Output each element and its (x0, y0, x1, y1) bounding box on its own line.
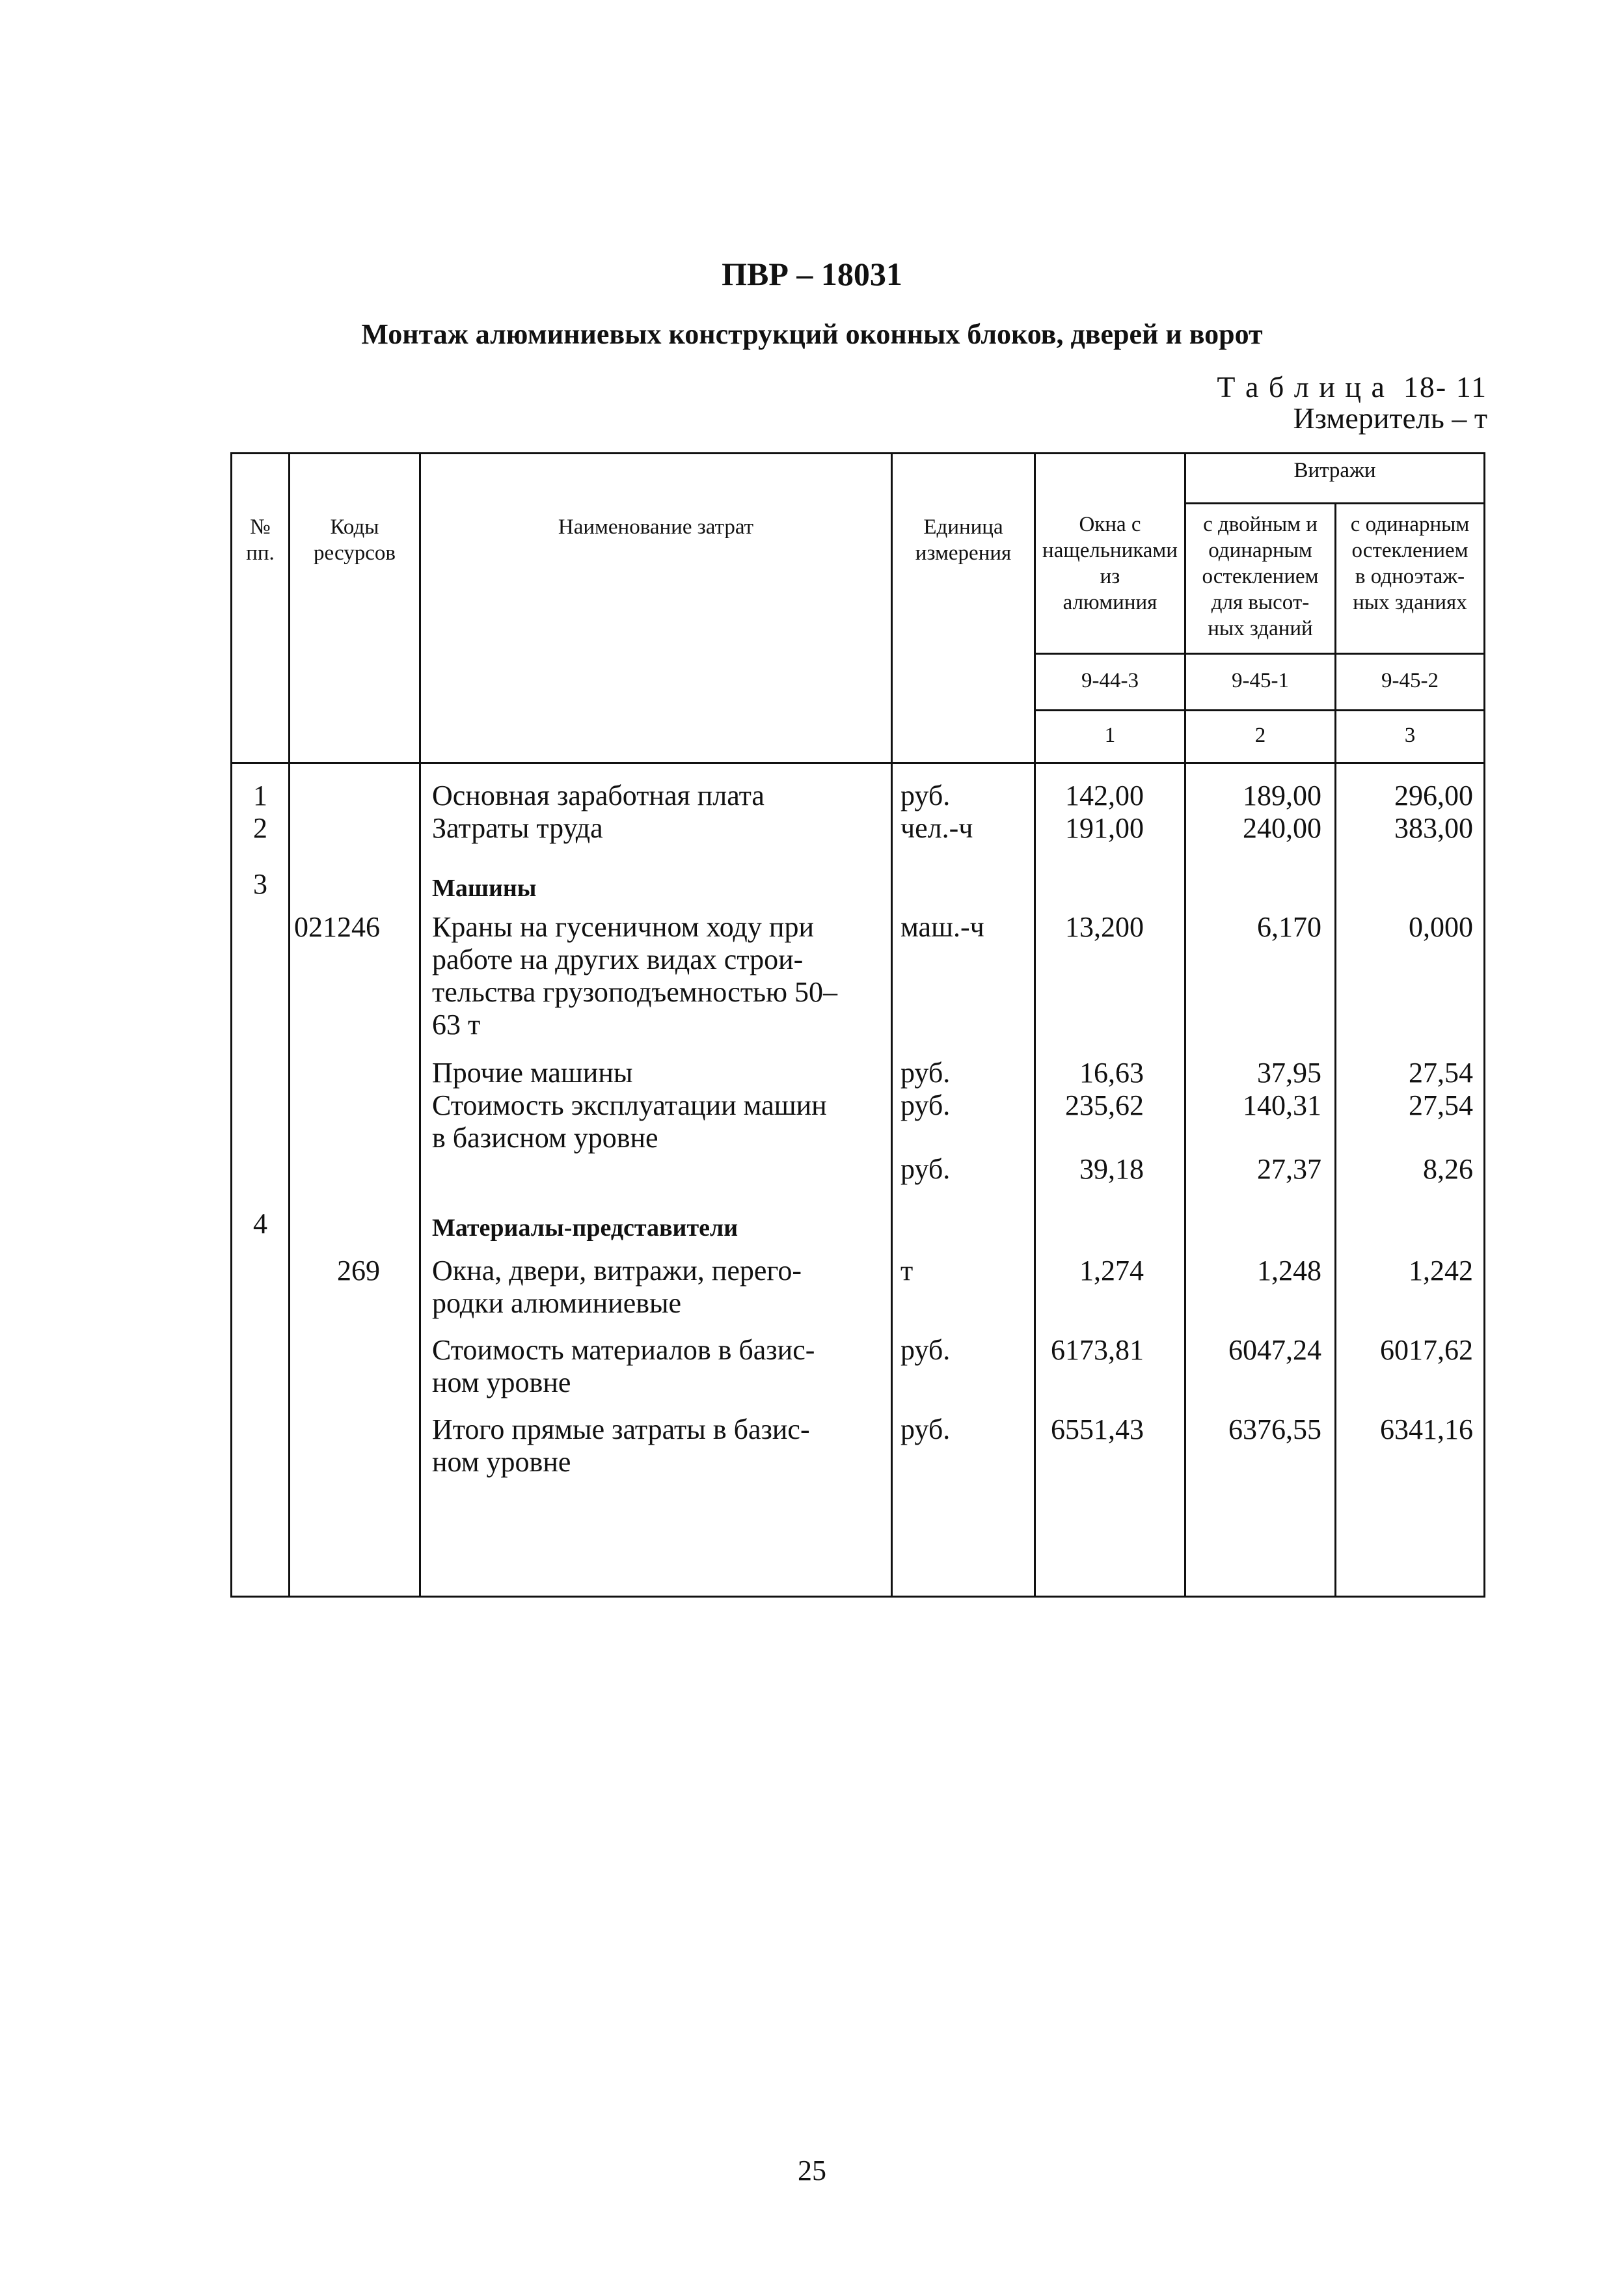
row-cell-v2: 6,170 (1257, 911, 1321, 943)
row-cell-v2: 240,00 (1243, 812, 1321, 844)
row-cell-v1: 235,62 (1065, 1089, 1144, 1121)
page-number: 25 (798, 2155, 826, 2186)
header-col-2: с двойным и одинарным остеклением для высот- ных зданий (1202, 513, 1319, 640)
header-code-3: 9-45-2 (1381, 669, 1439, 692)
header-colnum-3: 3 (1404, 724, 1416, 747)
row-cell-v3: 383,00 (1394, 812, 1473, 844)
row-cell-code: 269 (337, 1255, 380, 1287)
document-title: Монтаж алюминиевых конструкций оконных блоков, дверей и ворот (361, 318, 1263, 350)
row-cell-v3: 0,000 (1409, 911, 1473, 943)
row-cell-v2: 140,31 (1243, 1089, 1321, 1121)
row-cell-name: Стоимость эксплуатации машин в базисном уровне (432, 1089, 827, 1154)
header-resource-codes: Коды ресурсов (314, 515, 396, 565)
row-cell-unit: руб. (900, 1334, 951, 1366)
row-cell-v1: 191,00 (1065, 812, 1144, 844)
row-cell-unit: т (900, 1255, 914, 1287)
row-cell-name: Материалы-представители (432, 1214, 738, 1242)
row-cell-v1: 13,200 (1065, 911, 1144, 943)
row-cell-v1: 6551,43 (1051, 1413, 1144, 1445)
header-unit: Единица измерения (915, 515, 1012, 565)
header-code-1: 9-44-3 (1081, 669, 1139, 692)
header-number: № пп. (246, 515, 275, 565)
row-cell-unit: руб. (900, 1413, 951, 1445)
row-cell-name: Стоимость материалов в базис- ном уровне (432, 1334, 815, 1398)
row-cell-v1: 142,00 (1065, 780, 1144, 811)
row-cell-v2: 37,95 (1257, 1057, 1321, 1089)
row-cell-v3: 6341,16 (1380, 1413, 1473, 1445)
row-cell-unit: чел.-ч (900, 812, 973, 844)
header-cost-name: Наименование затрат (558, 515, 754, 539)
row-cell-unit: руб. (900, 780, 951, 811)
row-cell-v3: 6017,62 (1380, 1334, 1473, 1366)
row-cell-v3: 296,00 (1394, 780, 1473, 811)
header-col-1: Окна с нащельниками из алюминия (1042, 513, 1178, 614)
header-colnum-2: 2 (1254, 724, 1266, 747)
row-cell-code: 021246 (294, 911, 380, 943)
row-cell-no: 4 (253, 1208, 267, 1240)
row-cell-v2: 189,00 (1243, 780, 1321, 811)
row-cell-v2: 6376,55 (1228, 1413, 1321, 1445)
header-col-3: с одинарным остеклением в одноэтаж- ных зданиях (1350, 513, 1470, 614)
header-colnum-1: 1 (1104, 724, 1116, 747)
row-cell-unit: руб. (900, 1153, 951, 1185)
row-cell-unit: маш.-ч (900, 911, 984, 943)
row-cell-v3: 8,26 (1423, 1153, 1473, 1185)
row-cell-name: Затраты труда (432, 812, 603, 844)
row-cell-name: Машины (432, 875, 537, 902)
row-cell-name: Основная заработная плата (432, 780, 765, 811)
row-cell-v2: 27,37 (1257, 1153, 1321, 1185)
row-cell-v3: 1,242 (1409, 1255, 1473, 1287)
row-cell-unit: руб. (900, 1089, 951, 1121)
row-cell-unit: руб. (900, 1057, 951, 1089)
header-code-2: 9-45-1 (1232, 669, 1289, 692)
row-cell-name: Окна, двери, витражи, перего- родки алюминиевые (432, 1255, 802, 1319)
document-code: ПВР – 18031 (722, 256, 902, 292)
row-cell-v1: 6173,81 (1051, 1334, 1144, 1366)
row-cell-no: 1 (253, 780, 267, 811)
row-cell-name: Прочие машины (432, 1057, 633, 1089)
header-stained-glass-group: Витражи (1293, 459, 1376, 482)
row-cell-v1: 16,63 (1079, 1057, 1144, 1089)
row-cell-name: Итого прямые затраты в базис- ном уровне (432, 1413, 810, 1478)
row-cell-v3: 27,54 (1409, 1057, 1473, 1089)
measure-label: Измеритель – т (1293, 402, 1487, 435)
row-cell-v1: 1,274 (1079, 1255, 1144, 1287)
row-cell-v2: 6047,24 (1228, 1334, 1321, 1366)
row-cell-no: 2 (253, 812, 267, 844)
table-label: Т а б л и ц а 18- 11 (1217, 370, 1487, 403)
row-cell-name: Краны на гусеничном ходу при работе на других видах строи- тельства грузоподъемностью 50– 63 т (432, 911, 837, 1041)
row-cell-v3: 27,54 (1409, 1089, 1473, 1121)
row-cell-v2: 1,248 (1257, 1255, 1321, 1287)
row-cell-no: 3 (253, 868, 267, 900)
row-cell-v1: 39,18 (1079, 1153, 1144, 1185)
